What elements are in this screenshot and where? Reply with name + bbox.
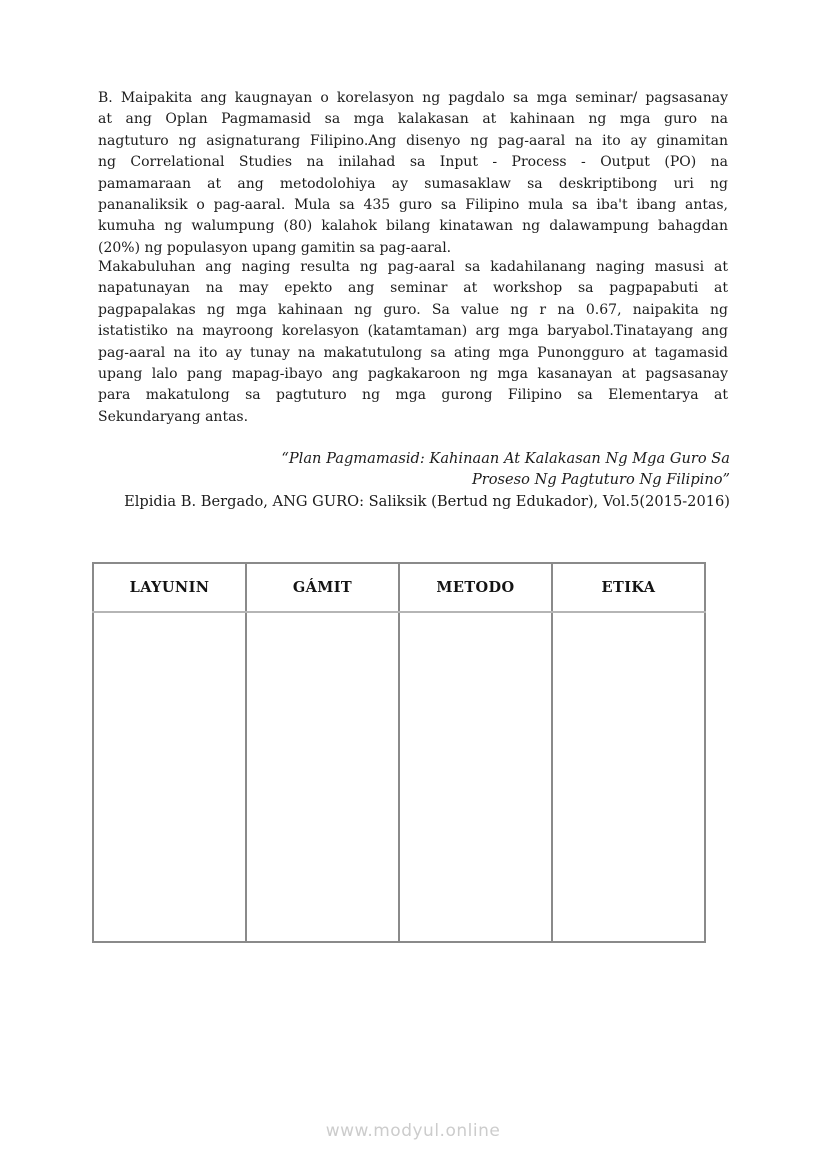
table-cell-metodo-empty	[399, 612, 552, 942]
table-header-gamit: GÁMIT	[246, 563, 399, 612]
citation-block	[98, 448, 730, 512]
text-line: pananaliksik o pag-aaral. Mula sa 435 guro sa Filipino mula sa iba't ibang antas,	[98, 197, 728, 214]
text-line: istatistiko na mayroong korelasyon (katamtaman) arg mga baryabol.Tinatayang ang	[98, 323, 728, 340]
text-line: pag-aaral na ito ay tunay na makatutulong sa ating mga Punongguro at tagamasid	[98, 344, 728, 361]
text-line: (20%) ng populasyon upang gamitin sa pag-aaral.	[98, 239, 452, 256]
text-line: napatunayan na may epekto ang seminar at workshop sa pagpapabuti at	[98, 280, 728, 297]
citation-title-line-2: Proseso Ng Pagtuturo Ng Filipino”	[471, 471, 730, 489]
text-line: pamamaraan at ang metodolohiya ay sumasaklaw sa deskriptibong uri ng	[98, 175, 728, 192]
table-header-layunin: LAYUNIN	[93, 563, 246, 612]
text-line: upang lalo pang mapag-ibayo ang pagkakaroon ng mga kasanayan at pagsasanay	[98, 366, 728, 383]
text-line: para makatulong sa pagtuturo ng mga gurong Filipino sa Elementarya at	[98, 387, 728, 404]
paragraph-1	[98, 88, 728, 259]
table-header-row	[93, 563, 705, 612]
text-line: Makabuluhan ang naging resulta ng pag-aaral sa kadahilanang naging masusi at	[98, 259, 728, 275]
table-header-metodo: METODO	[399, 563, 552, 612]
text-line: B. Maipakita ang kaugnayan o korelasyon ng pagdalo sa mga seminar/ pagsasanay	[98, 90, 728, 106]
text-line: Sekundaryang antas.	[98, 408, 249, 425]
citation-title-line-1: “Plan Pagmamasid: Kahinaan At Kalakasan Ng Mga Guro Sa	[281, 450, 730, 467]
paragraph-2	[98, 257, 728, 428]
watermark-text: www.modyul.online	[325, 1121, 501, 1141]
text-line: pagpapalakas ng mga kahinaan ng guro. Sa value ng r na 0.67, naipakita ng	[98, 301, 728, 318]
text-line: at ang Oplan Pagmamasid sa mga kalakasan at kahinaan ng mga guro na	[98, 111, 728, 128]
table-cell-etika-empty	[552, 612, 705, 942]
table-body-row	[93, 612, 705, 942]
table-header-etika: ETIKA	[552, 563, 705, 612]
planning-matrix-table	[92, 562, 706, 943]
table-cell-layunin-empty	[93, 612, 246, 942]
citation-source-line: Elpidia B. Bergado, ANG GURO: Saliksik (Bertud ng Edukador), Vol.5(2015-2016)	[124, 492, 730, 510]
text-line: ng Correlational Studies na inilahad sa Input - Process - Output (PO) na	[98, 154, 728, 171]
table-cell-gamit-empty	[246, 612, 399, 942]
text-line: nagtuturo ng asignaturang Filipino.Ang disenyo ng pag-aaral na ito ay ginamitan	[98, 132, 728, 149]
text-line: kumuha ng walumpung (80) kalahok bilang kinatawan ng dalawampung bahagdan	[98, 218, 728, 235]
